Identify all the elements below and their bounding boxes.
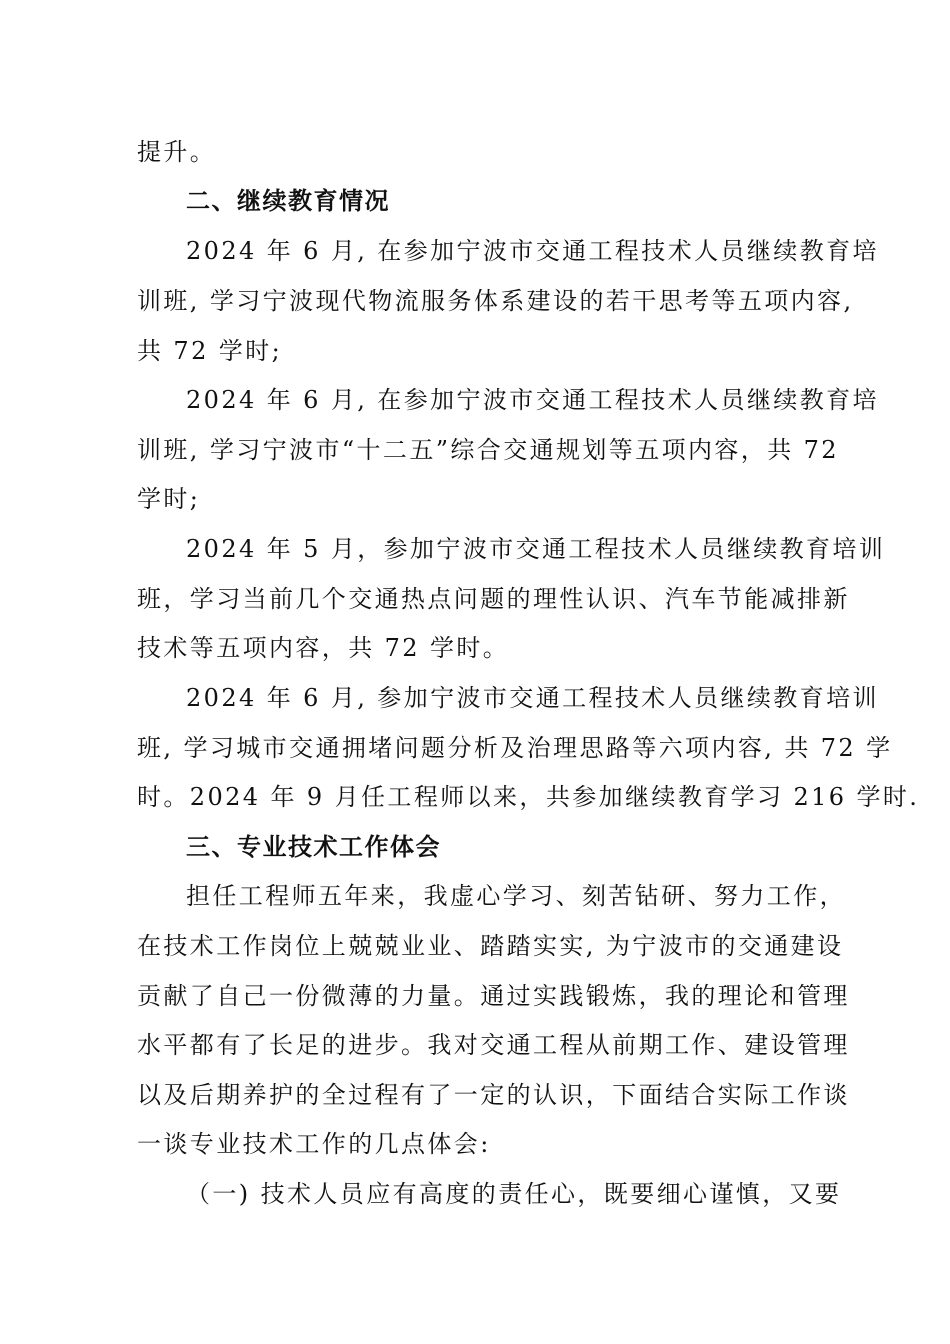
section-heading-continuing-education: 二、继续教育情况	[186, 187, 390, 215]
text-line: 2024 年 6 月, 在参加宁波市交通工程技术人员继续教育培	[186, 386, 879, 414]
text-line: （一) 技术人员应有高度的责任心，既要细心谨慎，又要	[186, 1180, 842, 1208]
text-line: 一谈专业技术工作的几点体会:	[137, 1130, 491, 1158]
text-line: 在技术工作岗位上兢兢业业、踏踏实实, 为宁波市的交通建设	[137, 932, 844, 960]
text-line: 2024 年 5 月，参加宁波市交通工程技术人员继续教育培训	[186, 535, 886, 563]
section-heading-work-experience: 三、专业技术工作体会	[186, 833, 441, 861]
text-line: 共 72 学时;	[137, 337, 283, 365]
text-line: 时。2024 年 9 月任工程师以来，共参加继续教育学习 216 学时.	[137, 783, 920, 811]
text-line: 2024 年 6 月, 参加宁波市交通工程技术人员继续教育培训	[186, 684, 879, 712]
text-line: 贡献了自己一份微薄的力量。通过实践锻炼，我的理论和管理	[137, 982, 850, 1010]
text-line: 担任工程师五年来，我虚心学习、刻苦钻研、努力工作，	[186, 882, 846, 910]
text-line: 训班, 学习宁波现代物流服务体系建设的若干思考等五项内容,	[137, 287, 854, 315]
text-line: 训班, 学习宁波市“十二五”综合交通规划等五项内容，共 72	[137, 436, 839, 464]
text-line: 以及后期养护的全过程有了一定的认识，下面结合实际工作谈	[137, 1081, 850, 1109]
text-line: 班，学习当前几个交通热点问题的理性认识、汽车节能减排新	[137, 585, 850, 613]
text-line: 提升。	[137, 138, 217, 166]
text-line: 水平都有了长足的进步。我对交通工程从前期工作、建设管理	[137, 1031, 850, 1059]
text-line: 2024 年 6 月, 在参加宁波市交通工程技术人员继续教育培	[186, 237, 879, 265]
text-line: 学时;	[137, 485, 201, 513]
text-line: 班, 学习城市交通拥堵问题分析及治理思路等六项内容, 共 72 学	[137, 734, 893, 762]
text-line: 技术等五项内容，共 72 学时。	[137, 634, 510, 662]
